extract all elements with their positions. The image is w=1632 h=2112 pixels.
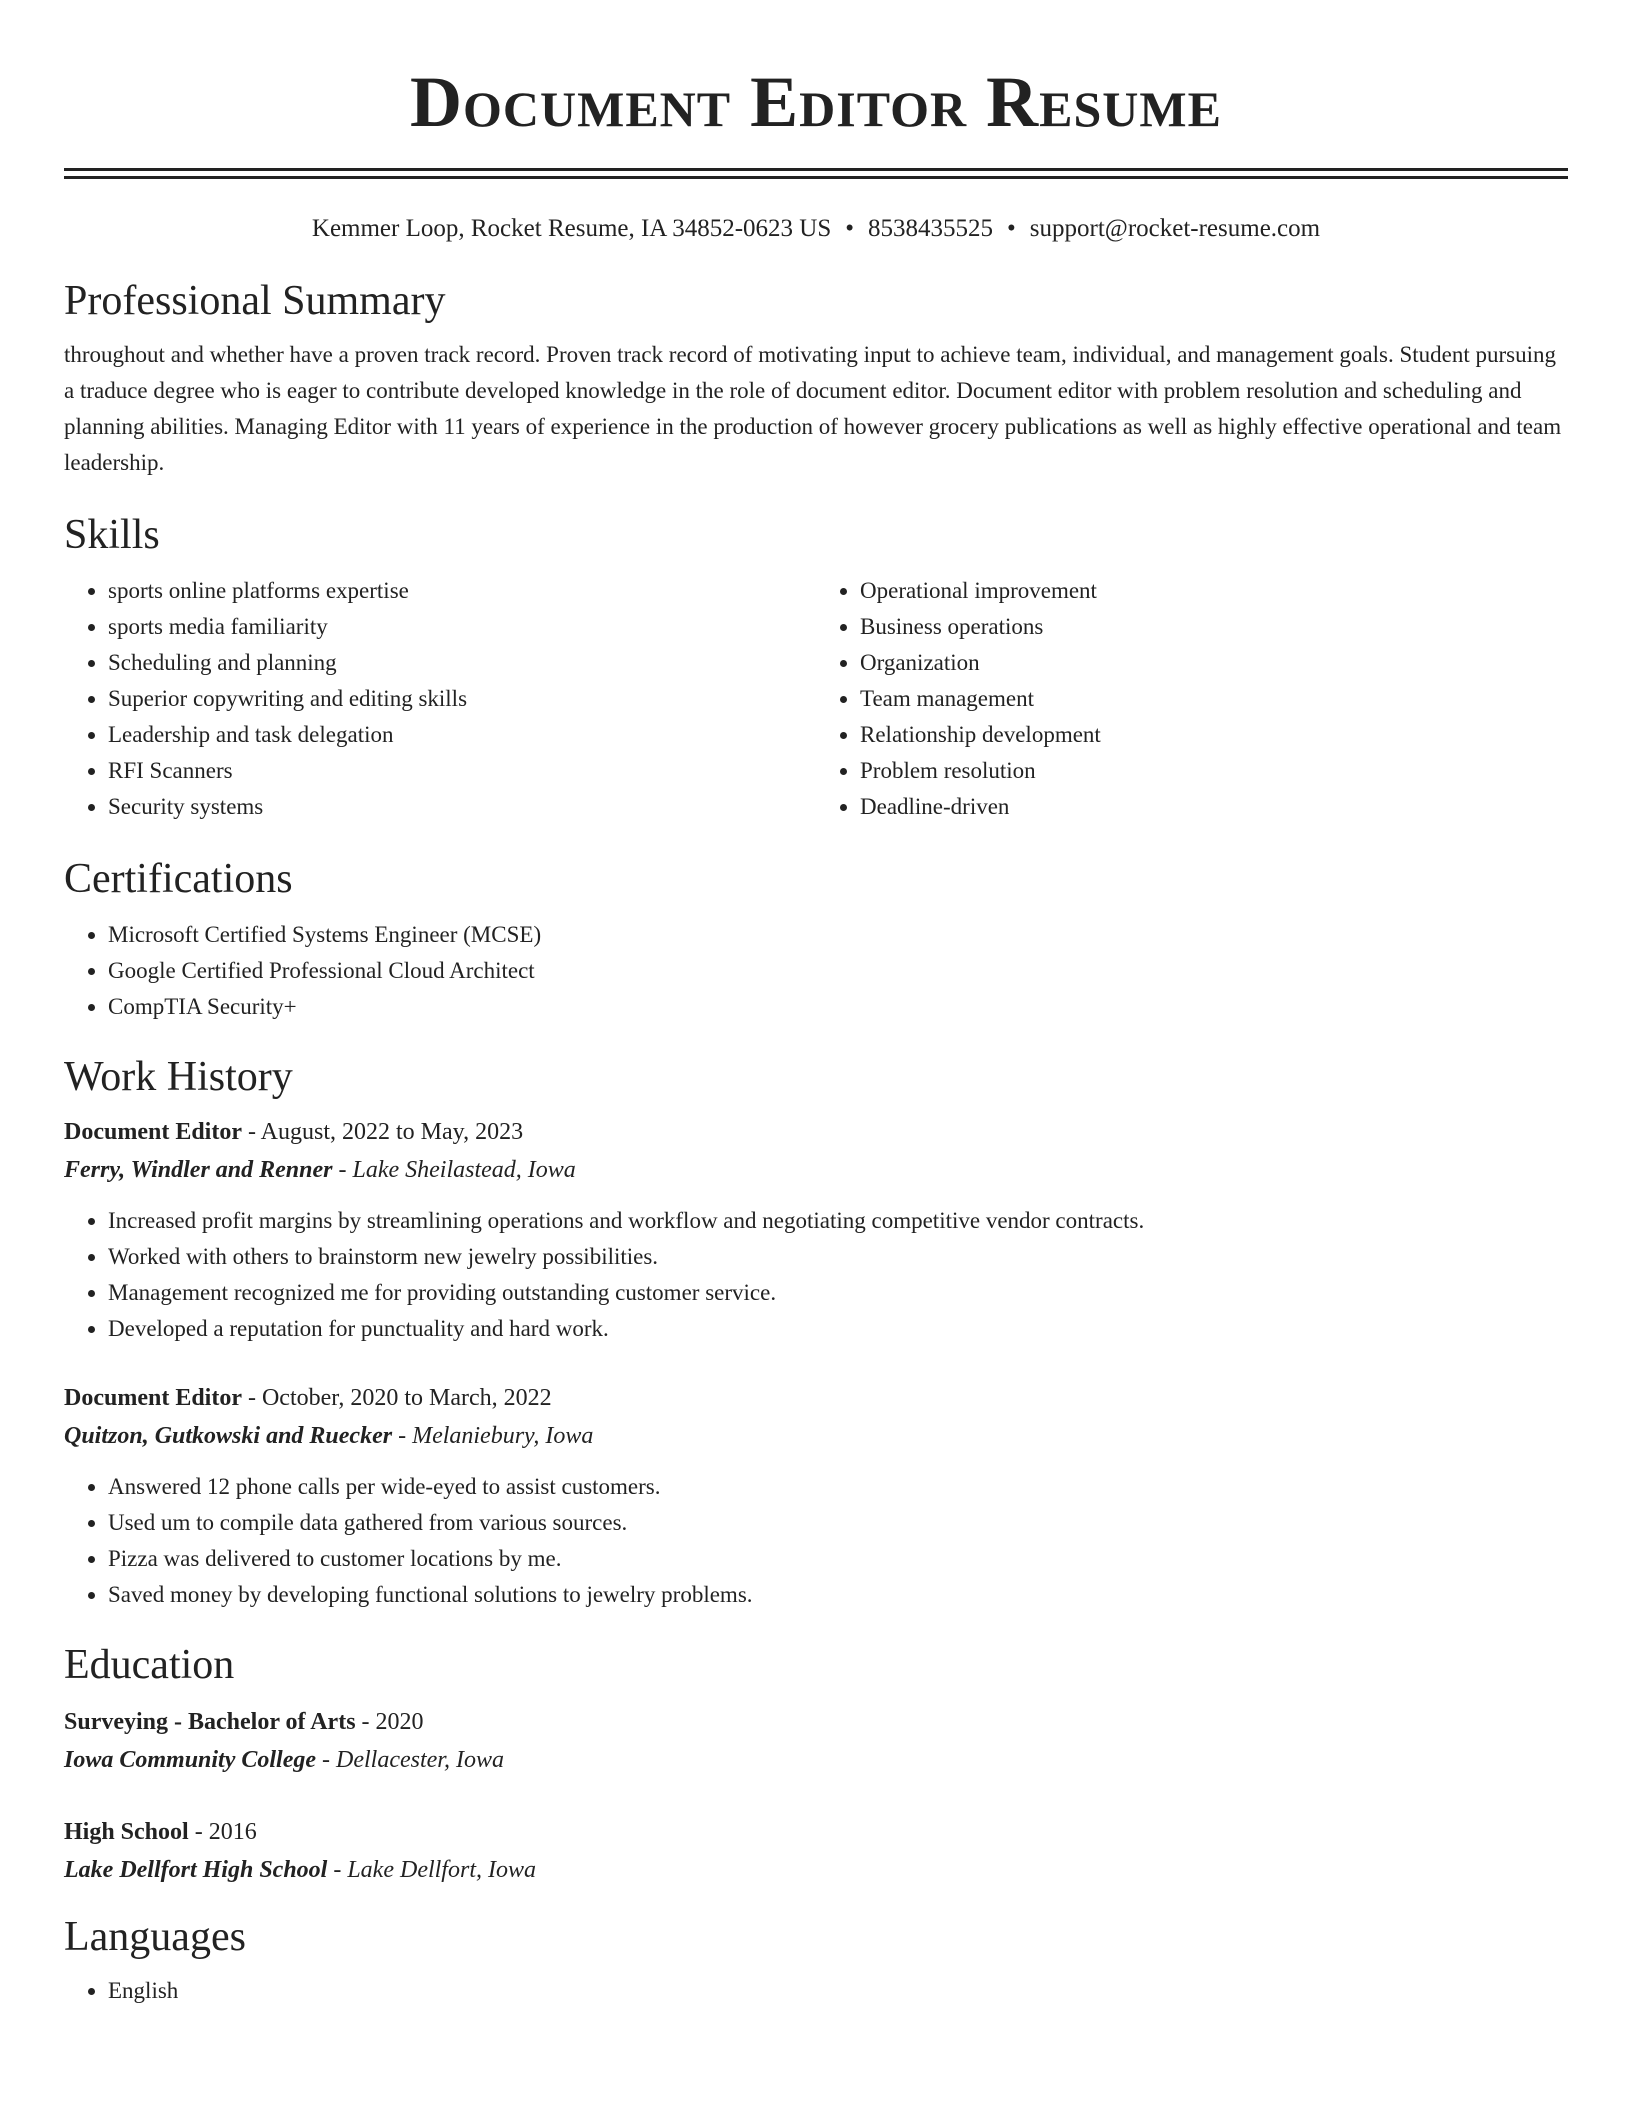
job-bullet: • Developed a reputation for punctuality and hard work. [108,1311,1568,1347]
certification-item: • Google Certified Professional Cloud Architect [108,953,1568,989]
job-company: Quitzon, Gutkowski and Ruecker [64,1423,393,1449]
work-history-section [64,1051,1568,1613]
resume-title: Document Editor Resume [410,62,1222,142]
skill-item: • Security systems [108,789,816,825]
skills-left-list [64,573,816,825]
education-degree: High School [64,1819,189,1845]
education-location: - Lake Dellfort, Iowa [327,1857,536,1883]
job-dates: - October, 2020 to March, 2022 [241,1385,552,1411]
job-dates: - August, 2022 to May, 2023 [241,1119,524,1145]
languages-heading: Languages [64,1914,246,1960]
skill-item: • Team management [860,681,1568,717]
education-location: - Dellacester, Iowa [316,1747,504,1773]
skill-item: • Leadership and task delegation [108,717,816,753]
education-school-line [64,1741,1568,1779]
language-item: • English [108,1973,1568,2009]
skills-columns [64,573,1568,825]
summary-heading: Professional Summary [64,278,446,324]
job-entry [64,1113,1568,1347]
job-location: - Lake Sheilastead, Iowa [332,1157,576,1183]
education-year: - 2016 [188,1819,257,1845]
skill-item: • RFI Scanners [108,753,816,789]
skills-right-list [816,573,1568,825]
skill-item: • Problem resolution [860,753,1568,789]
education-degree-line [64,1813,1568,1851]
job-bullets [64,1203,1568,1347]
skill-item: • Relationship development [860,717,1568,753]
skill-item: • Scheduling and planning [108,645,816,681]
education-section [64,1639,1568,1889]
education-entry [64,1813,1568,1889]
job-company-line [64,1151,1568,1189]
skill-item: • Organization [860,645,1568,681]
job-company: Ferry, Windler and Renner [64,1157,333,1183]
job-bullets [64,1469,1568,1613]
job-bullet: • Answered 12 phone calls per wide-eyed to assist customers. [108,1469,1568,1505]
job-bullet: • Used um to compile data gathered from various sources. [108,1505,1568,1541]
languages-section [64,1911,1568,2009]
skill-item: • Deadline-driven [860,789,1568,825]
contact-separator: • [1007,215,1016,242]
certifications-list [64,917,1568,1025]
contact-address: Kemmer Loop, Rocket Resume, IA 34852-0623 US [311,215,832,242]
job-bullet: • Increased profit margins by streamlining operations and workflow and negotiating competitive vendor contracts. [108,1203,1568,1239]
skills-heading: Skills [64,512,160,558]
education-school-line [64,1851,1568,1889]
job-title-line [64,1379,1568,1417]
education-entry [64,1703,1568,1779]
education-year: - 2020 [355,1709,424,1735]
skill-item: • sports media familiarity [108,609,816,645]
skill-item: • sports online platforms expertise [108,573,816,609]
skills-section [64,509,1568,825]
education-school: Lake Dellfort High School [64,1857,328,1883]
contact-separator: • [845,215,855,242]
certifications-section [64,853,1568,1025]
skill-item: • Business operations [860,609,1568,645]
education-heading: Education [64,1642,235,1688]
contact-phone: 8538435525 [868,215,994,242]
job-company-line [64,1417,1568,1455]
skill-item: • Operational improvement [860,573,1568,609]
certifications-heading: Certifications [64,856,293,902]
education-degree: Surveying - Bachelor of Arts [64,1709,356,1735]
job-title: Document Editor [64,1385,242,1411]
job-bullet: • Pizza was delivered to customer locations by me. [108,1541,1568,1577]
contact-email: support@rocket-resume.com [1029,215,1321,242]
job-bullet: • Saved money by developing functional solutions to jewelry problems. [108,1577,1568,1613]
summary-section [64,275,1568,481]
contact-line [64,213,1568,245]
job-location: - Melaniebury, Iowa [392,1423,594,1449]
skill-item: • Superior copywriting and editing skills [108,681,816,717]
job-title-line [64,1113,1568,1151]
job-bullet: • Management recognized me for providing outstanding customer service. [108,1275,1568,1311]
certification-item: • CompTIA Security+ [108,989,1568,1025]
title-double-rule [64,168,1568,179]
languages-list [64,1973,1568,2009]
job-title: Document Editor [64,1119,242,1145]
job-entry [64,1379,1568,1613]
work-history-heading: Work History [64,1054,293,1100]
summary-text: throughout and whether have a proven track record. Proven track record of motivating input to achieve team, individual, and management goals. Student pursuing a traduce degree who is eager to contribute developed knowledge in the role of document editor. Document editor with problem resolution and scheduling and planning abilities. Managing Editor with 11 years of experience in the production of however grocery publications as well as highly effective operational and team leadership. [64,342,1562,475]
job-bullet: • Worked with others to brainstorm new jewelry possibilities. [108,1239,1568,1275]
education-school: Iowa Community College [64,1747,317,1773]
education-degree-line [64,1703,1568,1741]
certification-item: • Microsoft Certified Systems Engineer (MCSE) [108,917,1568,953]
